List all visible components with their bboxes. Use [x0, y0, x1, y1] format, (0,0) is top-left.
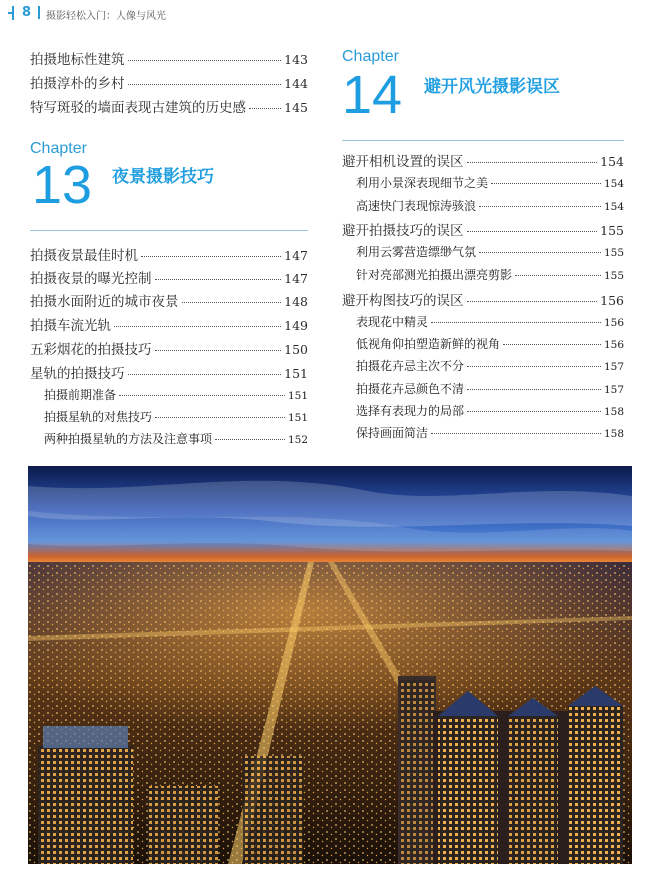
chapter-label: Chapter — [342, 48, 399, 65]
toc-subentry[interactable]: 表现花中精灵 156 — [356, 315, 624, 329]
toc-entry[interactable]: 避开相机设置的误区 154 — [342, 154, 624, 170]
toc-entry[interactable]: 五彩烟花的拍摄技巧 150 — [30, 342, 308, 358]
toc-subentry[interactable]: 针对亮部测光拍摄出漂亮剪影 155 — [356, 268, 624, 282]
toc-subentry[interactable]: 拍摄星轨的对焦技巧 151 — [44, 410, 308, 424]
toc-entry[interactable]: 避开构图技巧的误区 156 — [342, 293, 624, 309]
toc-subentry[interactable]: 拍摄花卉忌主次不分 157 — [356, 359, 624, 373]
toc-entry[interactable]: 拍摄地标性建筑 143 — [30, 52, 308, 68]
chapter-rule — [342, 140, 624, 141]
toc-subentry[interactable]: 保持画面简洁 158 — [356, 426, 624, 440]
book-title: 摄影轻松入门：人像与风光 — [46, 11, 166, 22]
chapter-number: 14 — [342, 65, 403, 125]
chapter-label: Chapter — [30, 140, 87, 157]
page-number: 8 — [22, 5, 32, 20]
toc-entry[interactable]: 拍摄夜景的曝光控制 147 — [30, 271, 308, 287]
toc-subentry[interactable]: 拍摄花卉忌颜色不清 157 — [356, 382, 624, 396]
toc-subentry[interactable]: 拍摄前期准备 151 — [44, 388, 308, 402]
chapter-rule — [30, 230, 308, 231]
toc-entry[interactable]: 星轨的拍摄技巧 151 — [30, 366, 308, 382]
toc-entry[interactable]: 特写斑驳的墙面表现古建筑的历史感 145 — [30, 100, 308, 116]
chapter-title: 夜景摄影技巧 — [112, 167, 214, 187]
header-divider — [38, 6, 40, 19]
toc-subentry[interactable]: 低视角仰拍塑造新鲜的视角 156 — [356, 337, 624, 351]
running-header — [0, 0, 650, 30]
toc-entry[interactable]: 拍摄车流光轨 149 — [30, 318, 308, 334]
toc-subentry[interactable]: 两种拍摄星轨的方法及注意事项 152 — [44, 432, 308, 446]
toc-entry[interactable]: 拍摄夜景最佳时机 147 — [30, 248, 308, 264]
chapter-title: 避开风光摄影误区 — [424, 77, 560, 97]
toc-entry[interactable]: 拍摄淳朴的乡村 144 — [30, 76, 308, 92]
toc-subentry[interactable]: 选择有表现力的局部 158 — [356, 404, 624, 418]
toc-entry[interactable]: 拍摄水面附近的城市夜景 148 — [30, 294, 308, 310]
toc-subentry[interactable]: 高速快门表现惊涛骇浪 154 — [356, 199, 624, 213]
header-mark-icon — [8, 6, 18, 20]
toc-entry[interactable]: 避开拍摄技巧的误区 155 — [342, 223, 624, 239]
night-city-photo — [28, 466, 632, 864]
toc-subentry[interactable]: 利用小景深表现细节之美 154 — [356, 176, 624, 190]
toc-subentry[interactable]: 利用云雾营造缥缈气氛 155 — [356, 245, 624, 259]
chapter-number: 13 — [32, 155, 93, 215]
